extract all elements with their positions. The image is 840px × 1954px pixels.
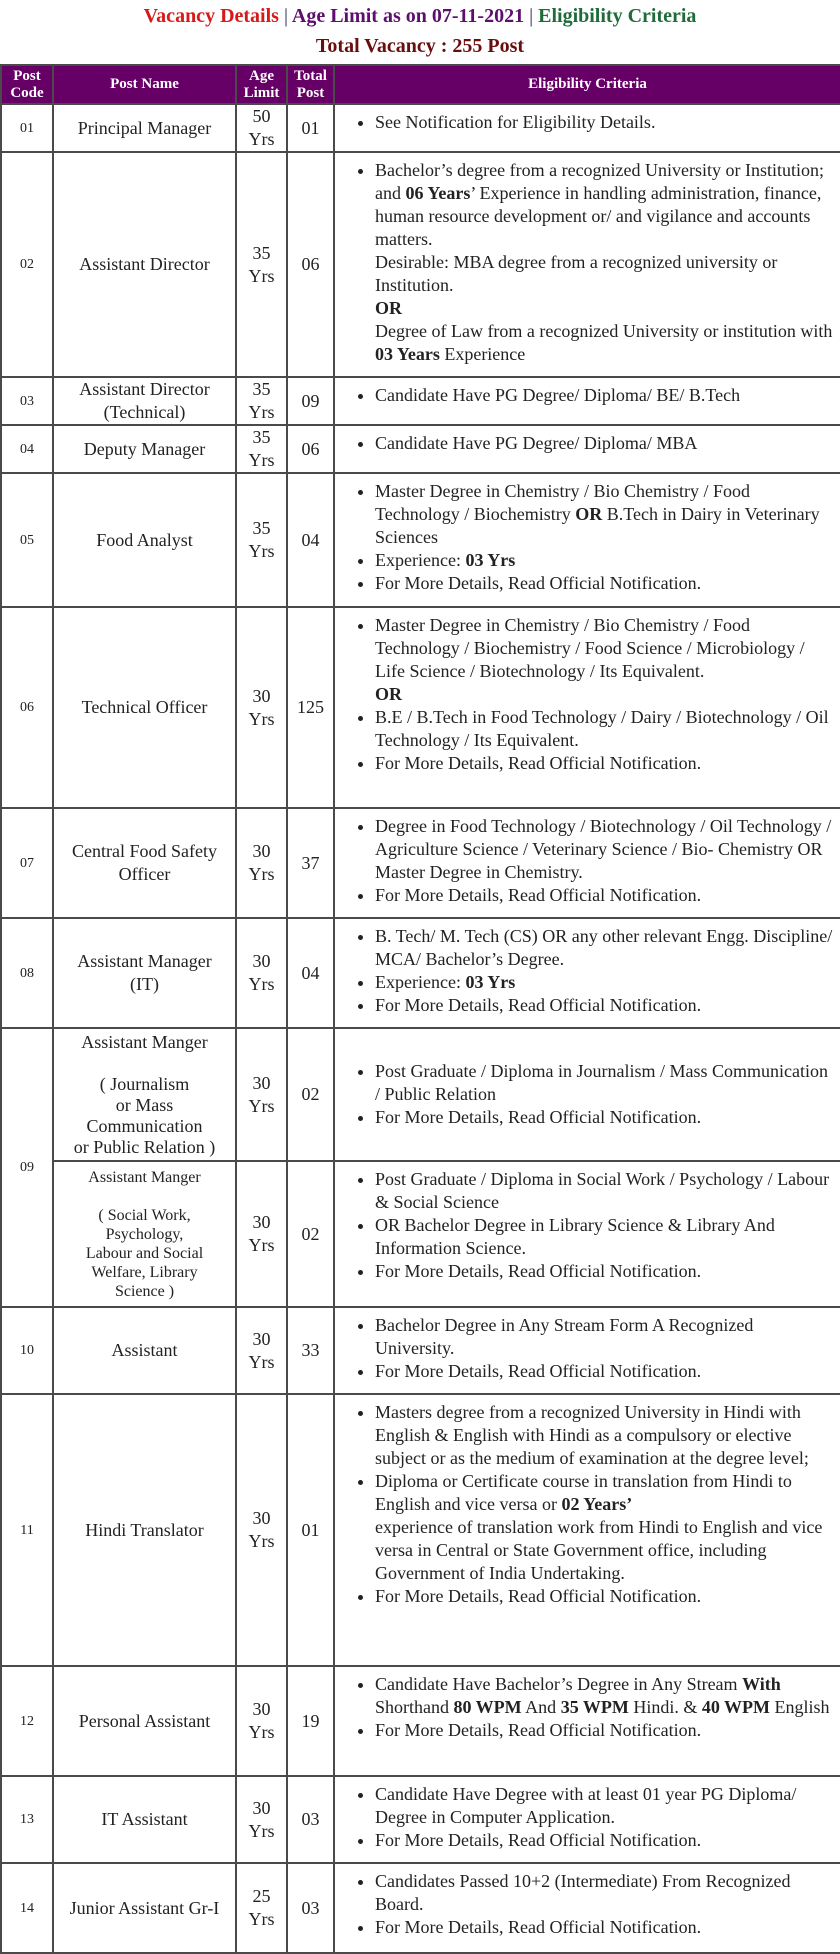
title-age-limit: Age Limit as on 07-11-2021 xyxy=(291,5,525,27)
age-limit-line: Yrs xyxy=(248,1909,275,1929)
age-limit-line: 30 xyxy=(252,1508,271,1528)
criteria-text: English xyxy=(770,1697,830,1717)
criteria-bold-text: 80 WPM xyxy=(453,1697,522,1717)
eligibility-criteria xyxy=(334,1863,840,1953)
post-name xyxy=(53,1307,236,1394)
post-code: 07 xyxy=(1,808,53,918)
total-post: 04 xyxy=(287,918,334,1028)
criteria-item xyxy=(375,432,836,455)
age-limit-line: Yrs xyxy=(248,402,275,422)
eligibility-criteria xyxy=(334,152,840,377)
table-row xyxy=(1,607,840,808)
table-row xyxy=(1,1666,840,1776)
post-code: 05 xyxy=(1,473,53,607)
criteria-text: Candidate Have Bachelor’s Degree in Any Stream xyxy=(375,1674,743,1694)
criteria-item xyxy=(375,111,836,134)
table-row xyxy=(1,473,840,607)
age-limit-line: Yrs xyxy=(248,541,275,561)
post-name-line: Personal Assistant xyxy=(78,1710,211,1731)
criteria-bold-text: OR xyxy=(575,504,603,524)
page-title xyxy=(0,2,840,30)
age-limit-line: 25 xyxy=(252,1886,271,1906)
post-name xyxy=(53,1394,236,1666)
table-row xyxy=(1,1776,840,1863)
criteria-bold-text: 06 Years xyxy=(405,183,471,203)
post-name xyxy=(53,1776,236,1863)
criteria-text: Experience xyxy=(439,344,526,364)
criteria-text: For More Details, Read Official Notification. xyxy=(375,753,702,773)
post-name-line: Assistant Director xyxy=(79,254,210,274)
post-name-line: ( Social Work, xyxy=(98,1206,191,1224)
criteria-list xyxy=(335,1783,836,1852)
total-post: 02 xyxy=(287,1028,334,1161)
eligibility-criteria xyxy=(334,1776,840,1863)
criteria-text: For More Details, Read Official Notification. xyxy=(375,1830,702,1850)
header-age-limit xyxy=(236,65,287,104)
criteria-item xyxy=(375,1214,836,1260)
criteria-item xyxy=(375,1916,836,1939)
post-code: 04 xyxy=(1,425,53,473)
criteria-text: Post Graduate / Diploma in Journalism / Mass Communication / Public Relation xyxy=(375,1061,828,1104)
total-post: 125 xyxy=(287,607,334,808)
post-name-line: (IT) xyxy=(130,974,159,994)
criteria-text: For More Details, Read Official Notification. xyxy=(375,1261,702,1281)
total-post: 02 xyxy=(287,1161,334,1307)
eligibility-criteria xyxy=(334,607,840,808)
criteria-text: For More Details, Read Official Notification. xyxy=(375,1107,702,1127)
post-name xyxy=(53,1863,236,1953)
title-separator: | xyxy=(283,5,288,27)
criteria-item xyxy=(375,925,836,971)
age-limit-line: Yrs xyxy=(248,708,275,729)
criteria-item xyxy=(375,884,836,907)
age-limit-line: 30 xyxy=(252,1072,271,1093)
criteria-list xyxy=(335,614,836,775)
post-name-line: Communication xyxy=(86,1115,203,1136)
post-code: 09 xyxy=(1,1028,53,1307)
age-limit xyxy=(236,1666,287,1776)
criteria-bold-text: 03 Yrs xyxy=(465,972,516,992)
age-limit xyxy=(236,377,287,425)
age-limit xyxy=(236,1028,287,1161)
age-limit-line: Yrs xyxy=(248,450,275,470)
post-code: 11 xyxy=(1,1394,53,1666)
criteria-list xyxy=(335,1401,836,1608)
table-row xyxy=(1,104,840,152)
post-name xyxy=(53,808,236,918)
post-code: 08 xyxy=(1,918,53,1028)
age-limit xyxy=(236,1863,287,1953)
post-code: 13 xyxy=(1,1776,53,1863)
title-eligibility-criteria: Eligibility Criteria xyxy=(538,5,697,27)
age-limit-line: 30 xyxy=(252,1212,271,1232)
post-name xyxy=(53,473,236,607)
criteria-text: subject or as the medium of examination at the degree level; xyxy=(375,1448,809,1468)
criteria-text: For More Details, Read Official Notification. xyxy=(375,1720,702,1740)
criteria-text: Experience: xyxy=(375,550,466,570)
post-name-line xyxy=(143,1188,147,1205)
age-limit xyxy=(236,152,287,377)
eligibility-criteria xyxy=(334,1161,840,1307)
criteria-item xyxy=(375,1673,836,1719)
post-name-line: Welfare, Library xyxy=(91,1263,198,1281)
post-name-line: Technical Officer xyxy=(81,697,208,717)
post-name-line xyxy=(142,1053,147,1073)
age-limit-line: Yrs xyxy=(248,265,275,286)
criteria-text: B. Tech/ M. Tech (CS) OR any other relevant Engg. Discipline/ MCA/ Bachelor’s Degree. xyxy=(375,926,833,969)
age-limit xyxy=(236,1776,287,1863)
criteria-item xyxy=(375,549,836,572)
criteria-item xyxy=(375,1106,836,1129)
criteria-bold-text: 35 WPM xyxy=(560,1697,629,1717)
age-limit xyxy=(236,425,287,473)
age-limit-line: 30 xyxy=(252,841,271,861)
table-header-row xyxy=(1,65,840,104)
eligibility-criteria xyxy=(334,808,840,918)
age-limit-line: 30 xyxy=(252,1328,271,1349)
header-total-line: Post xyxy=(296,84,325,101)
age-limit-line: 35 xyxy=(252,242,271,263)
age-limit xyxy=(236,104,287,152)
criteria-list xyxy=(335,1060,836,1129)
total-post: 01 xyxy=(287,104,334,152)
age-limit-line: Yrs xyxy=(248,1820,275,1841)
post-name-line: Principal Manager xyxy=(77,117,212,138)
criteria-text: Bachelor Degree in Any Stream Form A Recognized University. xyxy=(375,1315,754,1358)
criteria-text: For More Details, Read Official Notification. xyxy=(375,885,702,905)
post-code: 03 xyxy=(1,377,53,425)
total-vacancy: Total Vacancy : 255 Post xyxy=(315,35,525,57)
post-code: 14 xyxy=(1,1863,53,1953)
criteria-list xyxy=(335,1673,836,1742)
criteria-list xyxy=(335,925,836,1017)
post-name xyxy=(53,425,236,473)
post-code: 12 xyxy=(1,1666,53,1776)
criteria-list xyxy=(335,159,836,366)
header-total-line: Total xyxy=(294,67,327,84)
criteria-text: Degree in Food Technology / Biotechnology / Oil Technology / Agriculture Science / Veterinary Science / Bio- Chemistry OR Master Degree in Chemistry. xyxy=(375,816,832,882)
header-post-code xyxy=(1,65,53,104)
post-name-line: Officer xyxy=(118,864,171,884)
vacancy-table xyxy=(0,64,840,1954)
criteria-text: Candidate Have PG Degree/ Diploma/ BE/ B.Tech xyxy=(375,385,741,405)
criteria-item xyxy=(375,1060,836,1106)
criteria-text: experience of translation work from Hindi to English and vice versa in Central or State Government office, including Government of India Undertaking. xyxy=(375,1517,823,1583)
criteria-text: See Notification for Eligibility Details. xyxy=(375,112,656,132)
criteria-text: Diploma or Certificate course in translation from Hindi to English and vice versa or xyxy=(375,1471,792,1514)
header-eligibility-criteria: Eligibility Criteria xyxy=(334,65,840,104)
post-name-line: Food Analyst xyxy=(96,529,193,550)
post-name-line: Junior Assistant Gr-I xyxy=(69,1897,220,1918)
criteria-list xyxy=(335,111,836,134)
post-name xyxy=(53,1028,236,1161)
criteria-item xyxy=(375,706,836,752)
total-post: 01 xyxy=(287,1394,334,1666)
criteria-bold-text: With xyxy=(742,1674,781,1694)
post-name-line: Psychology, xyxy=(105,1225,184,1243)
criteria-bold-text: OR xyxy=(375,298,402,318)
age-limit-line: Yrs xyxy=(248,129,275,149)
criteria-bold-text: 03 Years xyxy=(375,344,440,364)
criteria-item xyxy=(375,1585,836,1608)
header-total-post xyxy=(287,65,334,104)
age-limit-line: 30 xyxy=(252,951,271,971)
eligibility-criteria xyxy=(334,918,840,1028)
age-limit-line: 35 xyxy=(252,379,271,399)
age-limit-line: 30 xyxy=(252,685,271,706)
eligibility-criteria xyxy=(334,104,840,152)
age-limit-line: 35 xyxy=(252,518,271,538)
criteria-text: For More Details, Read Official Notification. xyxy=(375,1917,702,1937)
criteria-item xyxy=(375,1829,836,1852)
post-name-line: or Public Relation ) xyxy=(73,1136,216,1157)
table-row xyxy=(1,1028,840,1161)
criteria-item xyxy=(375,384,836,407)
criteria-item xyxy=(375,815,836,884)
criteria-list xyxy=(335,1870,836,1939)
criteria-text: For More Details, Read Official Notification. xyxy=(375,573,702,593)
criteria-list xyxy=(335,432,836,455)
criteria-text: For More Details, Read Official Notification. xyxy=(375,1361,702,1381)
age-limit-line: Yrs xyxy=(248,1722,275,1742)
eligibility-criteria xyxy=(334,377,840,425)
criteria-text: And xyxy=(521,1697,561,1717)
age-limit-line: 30 xyxy=(252,1699,271,1719)
total-post: 19 xyxy=(287,1666,334,1776)
criteria-text: ’ Experience in handling administration, finance, human resource development or/ and vigilance and accounts matters. xyxy=(375,183,822,249)
criteria-text: Bachelor’s degree from a recognized University or Institution; and xyxy=(375,160,825,203)
post-name-line: Science ) xyxy=(114,1282,175,1300)
age-limit-line: 35 xyxy=(252,427,271,447)
criteria-list xyxy=(335,384,836,407)
header-post-name: Post Name xyxy=(53,65,236,104)
criteria-item xyxy=(375,752,836,775)
header-age-line: Age xyxy=(249,67,274,84)
table-row xyxy=(1,1161,840,1307)
criteria-item xyxy=(375,1401,836,1470)
age-limit-line: Yrs xyxy=(248,1095,275,1116)
post-name-line: Assistant xyxy=(111,1340,178,1360)
eligibility-criteria xyxy=(334,473,840,607)
criteria-text: OR Bachelor Degree in Library Science & Library And Information Science. xyxy=(375,1215,775,1258)
post-name-line: (Technical) xyxy=(103,402,186,422)
criteria-list xyxy=(335,1314,836,1383)
criteria-text: Experience: xyxy=(375,972,466,992)
table-row xyxy=(1,918,840,1028)
post-code: 01 xyxy=(1,104,53,152)
post-name xyxy=(53,104,236,152)
criteria-item xyxy=(375,1360,836,1383)
criteria-text: For More Details, Read Official Notification. xyxy=(375,1586,702,1606)
post-name xyxy=(53,152,236,377)
criteria-item xyxy=(375,1719,836,1742)
eligibility-criteria xyxy=(334,1394,840,1666)
criteria-text: Post Graduate / Diploma in Social Work / Psychology / Labour & Social Science xyxy=(375,1169,830,1212)
age-limit-line: Yrs xyxy=(248,1531,275,1551)
criteria-list xyxy=(335,815,836,907)
criteria-text: Masters degree from a recognized University in Hindi with English & English with Hindi as a compulsory or elective xyxy=(375,1402,801,1445)
table-row xyxy=(1,1307,840,1394)
post-name xyxy=(53,918,236,1028)
post-name xyxy=(53,377,236,425)
criteria-item xyxy=(375,994,836,1017)
header-post-code-line: Post xyxy=(13,67,41,84)
age-limit xyxy=(236,473,287,607)
table-row xyxy=(1,1394,840,1666)
total-post: 03 xyxy=(287,1776,334,1863)
post-name-line: Assistant Manger xyxy=(88,1168,201,1186)
criteria-text: For More Details, Read Official Notification. xyxy=(375,995,702,1015)
total-post: 06 xyxy=(287,425,334,473)
header-age-line: Limit xyxy=(243,84,280,101)
age-limit xyxy=(236,808,287,918)
table-row xyxy=(1,377,840,425)
criteria-item xyxy=(375,1168,836,1214)
criteria-text: Candidate Have Degree with at least 01 year PG Diploma/ Degree in Computer Application. xyxy=(375,1784,797,1827)
criteria-item xyxy=(375,1260,836,1283)
post-name-line: Deputy Manager xyxy=(83,438,206,459)
age-limit-line: Yrs xyxy=(248,864,275,884)
post-code: 06 xyxy=(1,607,53,808)
post-name xyxy=(53,1161,236,1307)
criteria-item xyxy=(375,614,836,706)
post-name-line: Assistant Manager xyxy=(77,951,212,971)
post-name-line: Labour and Social xyxy=(85,1244,204,1262)
table-row xyxy=(1,1863,840,1953)
criteria-text: B.Tech in Dairy in Veterinary Sciences xyxy=(375,504,820,547)
criteria-text: Hindi. & xyxy=(628,1697,702,1717)
criteria-text: Candidates Passed 10+2 (Intermediate) From Recognized Board. xyxy=(375,1871,791,1914)
criteria-item xyxy=(375,1314,836,1360)
post-name-line: Central Food Safety xyxy=(72,841,217,861)
table-row xyxy=(1,152,840,377)
post-name-line: Hindi Translator xyxy=(85,1519,204,1540)
age-limit-line: Yrs xyxy=(248,974,275,994)
eligibility-criteria xyxy=(334,425,840,473)
post-name-line: IT Assistant xyxy=(101,1809,188,1829)
criteria-item xyxy=(375,572,836,595)
post-name xyxy=(53,1666,236,1776)
criteria-bold-text: 02 Years’ xyxy=(561,1494,633,1514)
table-row xyxy=(1,425,840,473)
post-code: 10 xyxy=(1,1307,53,1394)
criteria-item xyxy=(375,1870,836,1916)
criteria-text: Desirable: MBA degree from a recognized university or Institution. xyxy=(375,252,778,295)
total-post: 37 xyxy=(287,808,334,918)
criteria-bold-text: 03 Yrs xyxy=(465,550,516,570)
post-code: 02 xyxy=(1,152,53,377)
criteria-item xyxy=(375,480,836,549)
eligibility-criteria xyxy=(334,1307,840,1394)
criteria-bold-text: OR xyxy=(375,684,402,704)
criteria-list xyxy=(335,1168,836,1283)
eligibility-criteria xyxy=(334,1028,840,1161)
criteria-item xyxy=(375,971,836,994)
criteria-item xyxy=(375,1470,836,1585)
age-limit xyxy=(236,1394,287,1666)
criteria-text: Shorthand xyxy=(375,1697,454,1717)
header-post-code-line: Code xyxy=(10,84,44,101)
criteria-text: Master Degree in Chemistry / Bio Chemistry / Food Technology / Biochemistry / Food Science / Microbiology / Life Science / Biotechnology / Its Equivalent. xyxy=(375,615,805,681)
criteria-text: Candidate Have PG Degree/ Diploma/ MBA xyxy=(375,433,698,453)
criteria-list xyxy=(335,480,836,595)
title-vacancy-details: Vacancy Details xyxy=(143,5,279,27)
criteria-item xyxy=(375,159,836,366)
criteria-item xyxy=(375,1783,836,1829)
post-name xyxy=(53,607,236,808)
age-limit xyxy=(236,1161,287,1307)
total-post: 33 xyxy=(287,1307,334,1394)
age-limit-line: 50 xyxy=(252,106,271,126)
post-name-line: or Mass xyxy=(115,1094,174,1115)
table-row xyxy=(1,808,840,918)
post-name-line: ( Journalism xyxy=(99,1073,190,1094)
post-name-line: Assistant Manger xyxy=(81,1031,208,1052)
criteria-text: Master Degree in Chemistry / Bio Chemistry / Food Technology / Biochemistry xyxy=(375,481,750,524)
total-post: 06 xyxy=(287,152,334,377)
age-limit-line: 30 xyxy=(252,1797,271,1818)
age-limit xyxy=(236,1307,287,1394)
age-limit xyxy=(236,607,287,808)
total-post: 03 xyxy=(287,1863,334,1953)
total-post: 04 xyxy=(287,473,334,607)
total-post: 09 xyxy=(287,377,334,425)
post-name-line: Assistant Director xyxy=(79,379,210,399)
eligibility-criteria xyxy=(334,1666,840,1776)
age-limit-line: Yrs xyxy=(248,1351,275,1372)
title-separator: | xyxy=(529,5,534,27)
age-limit-line: Yrs xyxy=(248,1235,275,1255)
criteria-bold-text: 40 WPM xyxy=(701,1697,771,1717)
criteria-text: Degree of Law from a recognized University or institution with xyxy=(375,321,833,341)
criteria-text: B.E / B.Tech in Food Technology / Dairy / Biotechnology / Oil Technology / Its Equivalent. xyxy=(375,707,829,750)
age-limit xyxy=(236,918,287,1028)
